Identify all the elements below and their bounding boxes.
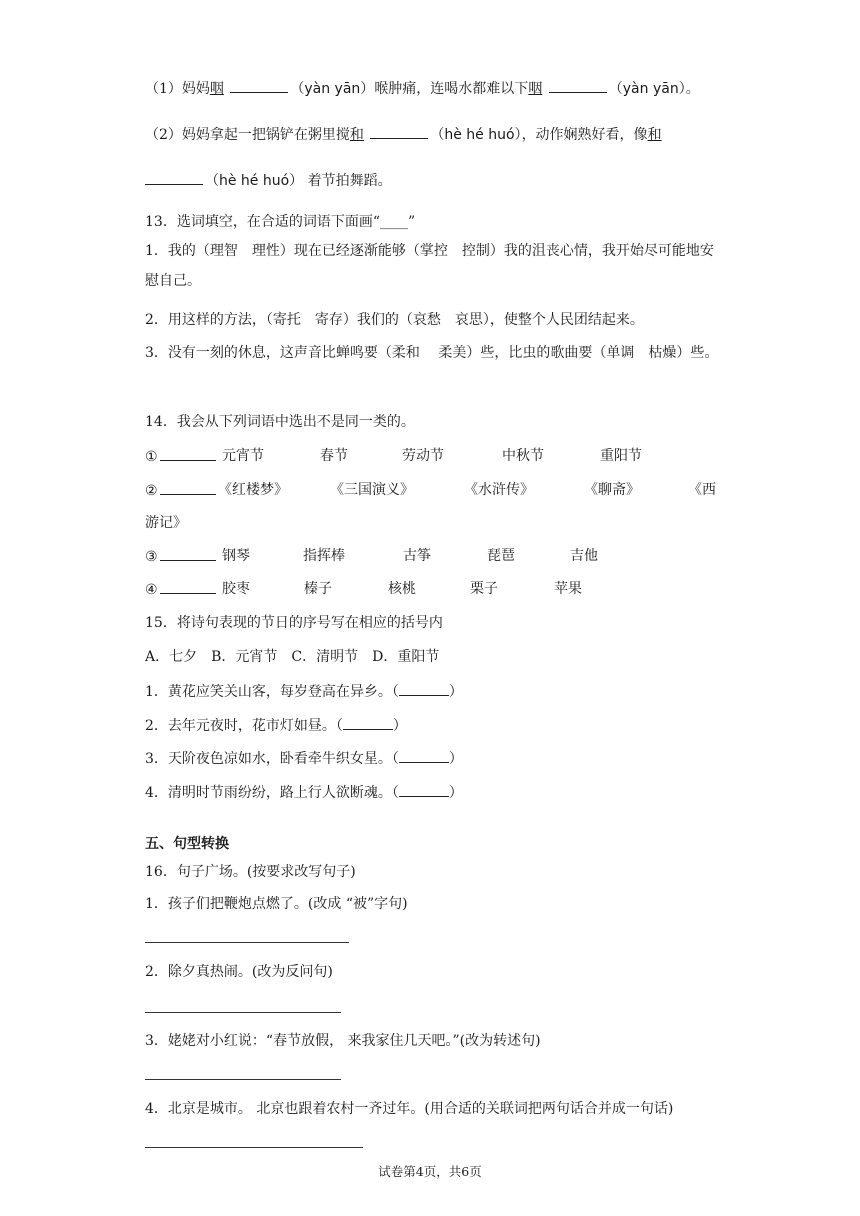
page-footer: 试卷第4页，共6页 — [378, 1164, 482, 1179]
answer-blank[interactable] — [230, 78, 288, 93]
q16-item-4: 4．北京是城市。 北京也跟着农村一齐过年。(用合适的关联词把两句话合并成一句话) — [145, 1101, 674, 1117]
answer-blank[interactable] — [160, 446, 216, 461]
q15-line-1: 1．黄花应笑关山客，每岁登高在异乡。（ ） — [145, 681, 463, 702]
q12-item1: （1）妈妈咽 （yàn yān）喉肿痛，连喝水都难以下咽 （yàn yān）。 — [145, 78, 700, 99]
answer-blank[interactable] — [370, 124, 428, 139]
answer-line[interactable] — [145, 1012, 341, 1013]
q12-item2: （2）妈妈拿起一把锅铲在粥里搅和 （hè hé huó），动作娴熟好看，像和 — [145, 124, 662, 145]
exam-page: （1）妈妈咽 （yàn yān）喉肿痛，连喝水都难以下咽 （yàn yān）。 （2）妈妈拿起一把锅铲在粥里搅和 （hè hé huó），动作娴熟好看，像和 （hè hé huó） 着节拍舞蹈。 13．选词填空，在合适的词语下面画“____” 1．我的（理智 理性）现在已经逐渐能够（掌控 控制）我的沮丧心情，我开始尽可能地安慰自己。 2．用这样的方法，（寄托 寄存）我们的（哀愁 哀思），使整个人民团结起来。 3．没有一刻的休息，这声音比蝉鸣要（柔和 柔美）些，比虫的歌曲要（单调 枯燥）些。 14．我会从下列词语中选出不是同一类的。 ① 元宵节 春节 劳动节 中秋节 重阳节 ② 《红楼梦》 《三国演义》 《水浒传》 《聊斋》 《西 游记》 ③ 钢琴 指挥棒 古筝 琵琶 吉他 ④ 胶枣 榛子 核桃 栗子 苹果 15．将诗句表现的节日的序号写在相应的括号内 A．七夕 B．元宵节 C．清明节 D．重阳节 1．黄花应笑关山客，每岁登高在异乡。（ ） 2．去年元夜时，花市灯如昼。（ ） 3．天阶夜色凉如水，卧看牵牛织女星。（ ） 4．清明时节雨纷纷，路上行人欲断魂。（ ） 五、句型转换 16．句子广场。(按要求改写句子) 1．孩子们把鞭炮点燃了。(改成 “被”字句) 2．除夕真热闹。(改为反问句) 3．姥姥对小红说：“春节放假， 来我家住几天吧。”(改为转述句) 4．北京是城市。 北京也跟着农村一齐过年。(用合适的关联词把两句话合并成一句话) 试卷第4页，共6页 — [0, 0, 860, 1216]
word-item: 核桃 — [388, 581, 416, 597]
underlined-char: 咽 — [209, 81, 224, 97]
q15-title: 15．将诗句表现的节日的序号写在相应的括号内 — [145, 615, 443, 631]
word-item: 《水浒传》 — [464, 482, 534, 498]
word-item: 元宵节 — [222, 448, 264, 464]
word-item: 《聊斋》 — [584, 482, 640, 498]
underlined-char: 和 — [349, 127, 364, 143]
answer-blank[interactable] — [343, 715, 393, 730]
word-item: 栗子 — [470, 581, 498, 597]
q14-title: 14．我会从下列词语中选出不是同一类的。 — [145, 414, 415, 430]
word-item: 榛子 — [304, 581, 332, 597]
answer-line[interactable] — [145, 1147, 363, 1148]
underlined-char: 和 — [647, 127, 662, 143]
word-item: 《红楼梦》 — [218, 482, 288, 498]
answer-line[interactable] — [145, 1079, 341, 1080]
word-item: 吉他 — [570, 548, 598, 564]
answer-blank[interactable] — [399, 748, 449, 763]
q15-line-4: 4．清明时节雨纷纷，路上行人欲断魂。（ ） — [145, 782, 463, 803]
answer-blank[interactable] — [160, 480, 216, 495]
word-item: 中秋节 — [502, 448, 544, 464]
word-item: 劳动节 — [402, 448, 444, 464]
word-item: 《三国演义》 — [330, 482, 414, 498]
answer-blank[interactable] — [399, 782, 449, 797]
q16-item-1: 1．孩子们把鞭炮点燃了。(改成 “被”字句) — [145, 896, 408, 912]
answer-blank[interactable] — [160, 546, 216, 561]
answer-line[interactable] — [145, 942, 349, 943]
word-item-cont: 游记》 — [145, 515, 187, 531]
q16-title: 16．句子广场。(按要求改写句子) — [145, 864, 356, 880]
answer-blank[interactable] — [160, 579, 216, 594]
q12-item2-cont: （hè hé huó） 着节拍舞蹈。 — [145, 170, 392, 191]
q13-sentence-3: 3．没有一刻的休息，这声音比蝉鸣要（柔和 柔美）些，比虫的歌曲要（单调 枯燥）些。 — [145, 345, 719, 361]
word-item: 钢琴 — [222, 548, 250, 564]
q13-title: 13．选词填空，在合适的词语下面画“____” — [145, 214, 416, 230]
answer-blank[interactable] — [549, 78, 607, 93]
q15-options: A．七夕 B．元宵节 C．清明节 D．重阳节 — [145, 649, 440, 665]
underlined-char: 咽 — [528, 81, 543, 97]
q16-item-3: 3．姥姥对小红说：“春节放假， 来我家住几天吧。”(改为转述句) — [145, 1033, 541, 1049]
word-item: 古筝 — [403, 548, 431, 564]
answer-blank[interactable] — [145, 170, 203, 185]
word-item: 重阳节 — [600, 448, 642, 464]
q15-line-3: 3．天阶夜色凉如水，卧看牵牛织女星。（ ） — [145, 748, 463, 769]
word-item: 苹果 — [554, 581, 582, 597]
word-item: 指挥棒 — [303, 548, 345, 564]
word-item: 琵琶 — [487, 548, 515, 564]
answer-blank[interactable] — [399, 681, 449, 696]
q13-sentence-1: 1．我的（理智 理性）现在已经逐渐能够（掌控 控制）我的沮丧心情，我开始尽可能地安慰自己。 — [145, 243, 714, 289]
word-item: 《西 — [688, 482, 716, 498]
q13-sentence-2: 2．用这样的方法，（寄托 寄存）我们的（哀愁 哀思），使整个人民团结起来。 — [145, 312, 644, 328]
word-item: 胶枣 — [222, 581, 250, 597]
word-item: 春节 — [320, 448, 348, 464]
section-heading: 五、句型转换 — [145, 836, 229, 852]
q16-item-2: 2．除夕真热闹。(改为反问句) — [145, 964, 333, 980]
q15-line-2: 2．去年元夜时，花市灯如昼。（ ） — [145, 715, 407, 736]
